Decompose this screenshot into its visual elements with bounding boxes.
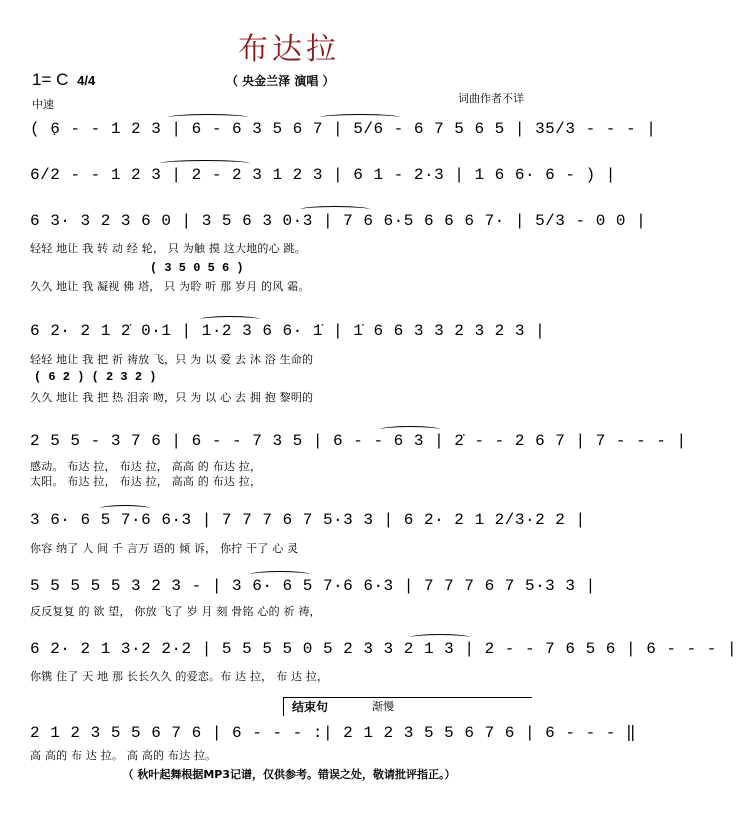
finale-label: 结束句 bbox=[292, 700, 329, 714]
slur-mark bbox=[320, 114, 400, 121]
score-line-7-lyric-1: 反反复复 的 欲 望， 你放 飞了 岁 月 刻 骨铭 心的 祈 祷， bbox=[30, 605, 321, 618]
score-line-4-lyric-2: 久久 地让 我 把 热 泪亲 吻，只 为 以 心 去 拥 抱 黎明的 bbox=[30, 391, 314, 404]
footer-note: （ 秋叶起舞根据MP3记谱，仅供参考。错误之处，敬请批评指正。） bbox=[122, 768, 456, 781]
score-line-5-notes: 2 5 5 - 3 7 6 | 6 - - 7 3 5 | 6 - - 6 3 | 2̇ - - 2 6 7 | 7 - - - | bbox=[30, 432, 687, 450]
score-line-9-notes: 2 1 2 3 5 5 6 7 6 | 6 - - - :| 2 1 2 3 5 5 6 7 6 | 6 - - - ‖ bbox=[30, 724, 637, 742]
score-line-5-lyric-1: 感动。 布达 拉， 布达 拉， 高高 的 布达 拉， bbox=[30, 460, 262, 473]
score-line-6-lyric-1: 你容 纳了 人 间 千 言万 语的 倾 诉， 你拧 干了 心 灵 bbox=[30, 542, 299, 555]
credits-note: 词曲作者不详 bbox=[458, 92, 524, 105]
score-line-3-lyric-1: 轻轻 地让 我 转 动 经 轮， 只 为触 摸 这大地的心 跳。 bbox=[30, 242, 306, 255]
tempo-marking: 中速 bbox=[32, 98, 54, 111]
ritardando-marking: 渐慢 bbox=[372, 700, 394, 713]
performer-subtitle: （ 央金兰泽 演唱 ） bbox=[226, 74, 335, 88]
slur-mark bbox=[160, 160, 250, 167]
score-line-5-lyric-2: 太阳。 布达 拉， 布达 拉， 高高 的 布达 拉， bbox=[30, 475, 262, 488]
slur-mark bbox=[380, 426, 440, 433]
score-line-4-lyric-1: 轻轻 地让 我 把 祈 祷放 飞，只 为 以 爱 去 沐 浴 生命的 bbox=[30, 353, 314, 366]
slur-mark bbox=[168, 114, 248, 121]
score-line-4-notes: 6 2· 2 1 2̇ 0·1 | 1·2 3 6 6· 1̇ | 1̇ 6 6 3 3 2 3 2 3 | bbox=[30, 322, 546, 340]
score-line-3-notes: 6 3· 3 2 3 6 0 | 3 5 6 3 0·3 | 7 6 6·5 6 6 6 7· | 5/3 - 0 0 | bbox=[30, 212, 647, 230]
song-title: 布达拉 bbox=[238, 32, 340, 67]
slur-mark bbox=[410, 634, 470, 641]
score-line-9-lyric-1: 高 高的 布 达 拉。 高 高的 布达 拉。 bbox=[30, 749, 217, 762]
score-line-4-alt-notes: ( 6 2 ) ( 2 3 2 ) bbox=[34, 370, 157, 384]
key-label: 1= C bbox=[32, 70, 69, 89]
score-line-2-notes: 6/2 - - 1 2 3 | 2 - 2 3 1 2 3 | 6 1 - 2·3 | 1 6 6· 6 - ) | bbox=[30, 166, 616, 184]
key-signature bbox=[32, 70, 95, 90]
time-signature: 4/4 bbox=[77, 73, 96, 88]
score-line-7-notes: 5 5 5 5 5 3 2 3 - | 3 6· 6 5 7·6 6·3 | 7 7 7 6 7 5·3 3 | bbox=[30, 577, 596, 595]
score-line-1-notes: ( 6̣ - - 1 2 3 | 6 - 6 3 5 6 7 | 5/6 - 6 7 5 6 5 | 35/3 - - - | bbox=[30, 120, 657, 138]
score-line-6-notes: 3 6· 6 5 7·6 6·3 | 7 7 7 6 7 5·3 3 | 6 2· 2 1 2/3·2 2 | bbox=[30, 511, 586, 529]
slur-mark bbox=[200, 316, 260, 323]
slur-mark bbox=[300, 206, 370, 213]
score-line-8-notes: 6 2· 2 1 3·2 2·2 | 5 5 5 5 0 5 2 3 3 2 1 3 | 2 - - 7 6 5 6 | 6 - - - | bbox=[30, 640, 737, 658]
score-line-8-lyric-1: 你镌 住了 天 地 那 长长久久 的爱恋。布 达 拉， 布 达 拉， bbox=[30, 670, 329, 683]
slur-mark bbox=[100, 505, 150, 512]
score-line-3-lyric-2: 久久 地让 我 凝视 佛 塔， 只 为聆 听 那 岁月 的风 霜。 bbox=[30, 280, 310, 293]
score-line-3-alt-notes: ( 3 5 0 5 6 ) bbox=[150, 261, 244, 275]
slur-mark bbox=[250, 571, 310, 578]
